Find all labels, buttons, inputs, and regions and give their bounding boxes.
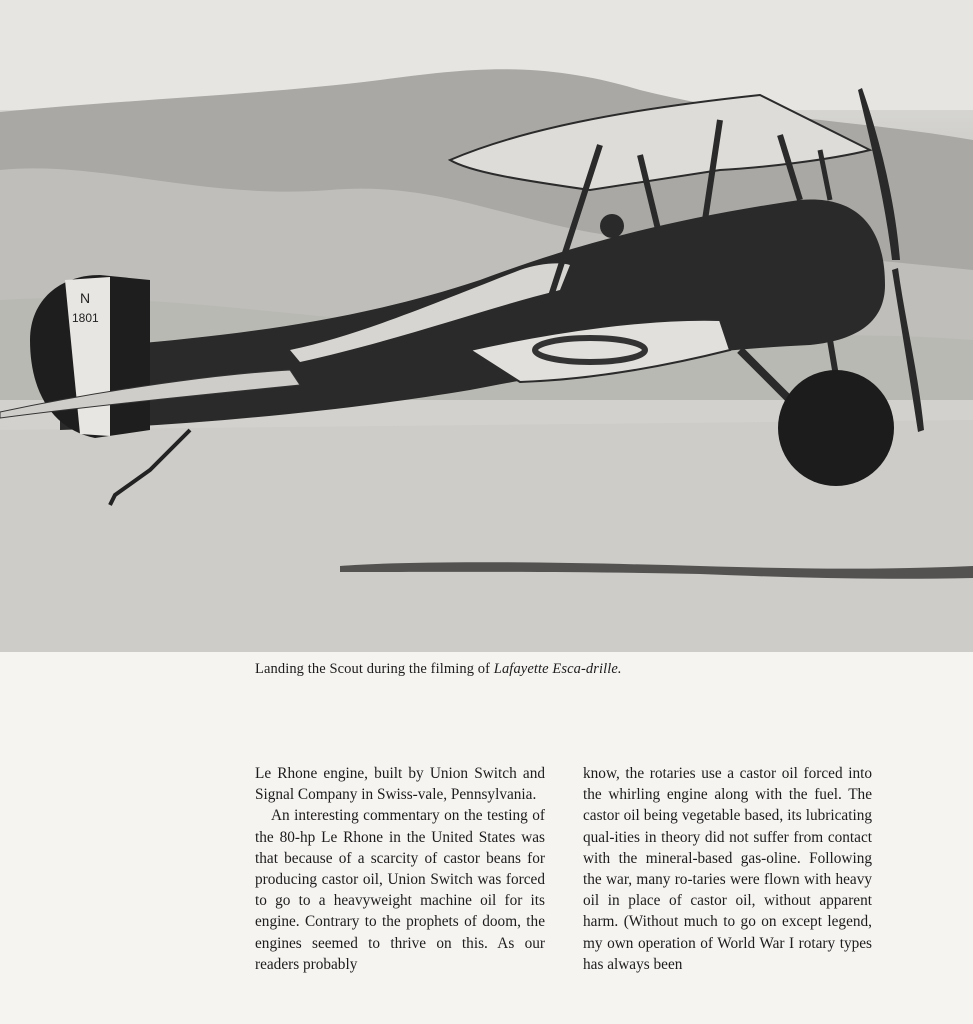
- text-column-right: [583, 763, 872, 975]
- tail-number: 1801: [72, 311, 99, 325]
- caption-text: Landing the Scout during the filming of: [255, 661, 494, 677]
- paragraph: An interesting commentary on the testing of the 80-hp Le Rhone in the United States was that because of a scarcity of castor beans for producing castor oil, Union Switch was forced to go to a heavyweight machine oil for its engine. Contrary to the prophets of doom, the engines seemed to thrive on this. As our readers probably: [255, 807, 545, 973]
- caption-film-title: Lafayette Esca-drille.: [493, 661, 622, 677]
- photo-caption: [255, 660, 675, 678]
- text-column-left: [255, 763, 545, 975]
- paragraph: know, the rotaries use a castor oil forced into the whirling engine along with the fuel. The castor oil being vegetable based, its lubricating qual-ities in theory did not suffer from contact with the mineral-based gas-oline. Following the war, many ro-taries were flown with heavy oil in place of castor oil, without apparent harm. (Without much to go on except legend, my own operation of World War I rotary types has always been: [583, 765, 872, 973]
- paragraph: Le Rhone engine, built by Union Switch and Signal Company in Swiss-vale, Pennsylvania.: [255, 765, 545, 804]
- tail-letter: N: [80, 290, 91, 306]
